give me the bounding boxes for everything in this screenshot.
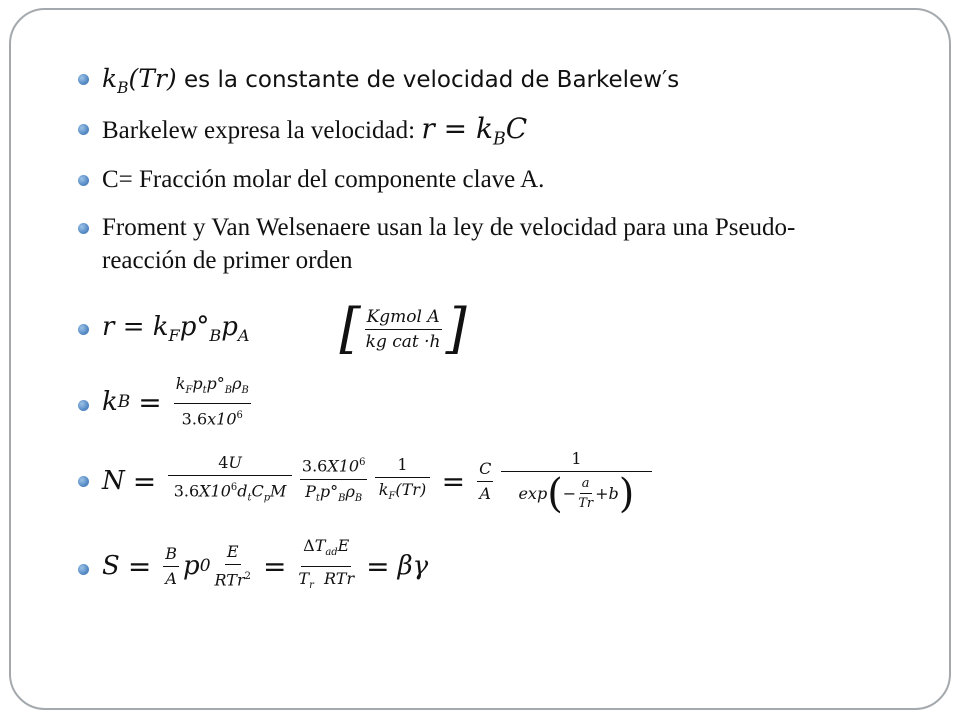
bullet-text: C= Fracción molar del componente clave A. — [102, 166, 545, 193]
equation-s: S = $\frac{B}{A}$ p 0 $\frac{E}{RTr^2}$ = $\frac{\Delta T_{ad}E}{T_r RTr}$ = βγ — [82, 534, 428, 598]
equation-kb: k B = $\frac{k_Fp_tp^\circ_B\rho_B}{3.6x10^6}$ — [82, 370, 255, 434]
bullet-dot — [78, 324, 89, 335]
bullet-dot — [78, 476, 89, 487]
bullet-item-4 — [82, 211, 862, 277]
bullet-text: $k_B(Tr)$ es la constante de velocidad de Barkelew′s — [102, 64, 680, 97]
n-fraction-5: 1 exp ( − $\frac{a}{Tr}$ +b ) — [501, 449, 651, 514]
n-fraction-3: $\frac{1}{k_F(Tr)}$ — [375, 455, 429, 507]
bullet-item-1 — [82, 62, 679, 105]
bullet-dot — [78, 124, 89, 135]
bullet-dot — [78, 223, 89, 234]
n-fraction-2: $\frac{3.6X10^6}{P_tp^\circ_B\rho_B}$ — [300, 453, 368, 509]
kb-fraction: $\frac{k_Fp_tp^\circ_B\rho_B}{3.6x10^6}$ — [175, 374, 249, 429]
s-result: βγ — [397, 551, 429, 581]
n-fraction-1: $\frac{4U}{3.6X10^6d_tC_pM}$ — [168, 453, 292, 509]
s-fraction-1: $\frac{B}{A}$ — [165, 543, 178, 588]
n-fraction-4: $\frac{C}{A}$ — [479, 458, 492, 503]
s-fraction-2: $\frac{E}{RTr^2}$ — [214, 541, 251, 590]
equation-n: N = $\frac{4U}{3.6X10^6d_tC_pM}$ $\frac{3.6X10^6}{P_tp^\circ_B\rho_B}$ $\frac{1}{k_F(Tr)}$ = $\frac{C}{A}$ 1 exp ( − $\frac{a}{Tr}$ +b ) — [82, 446, 656, 516]
bullet-text: Froment y Van Welsenaere usan la ley de velocidad para una Pseudo-reacción de primer orden — [102, 214, 796, 274]
units-fraction: $\frac{\text{Kgmol A}}{\text{kg cat ·h}}$ — [365, 306, 441, 352]
bullet-dot — [78, 175, 89, 186]
kb-symbol: $k_B(Tr)$ — [102, 64, 177, 97]
equation-rate: $r = k_Fp^\circ_Bp_A$ [ $\frac{\text{Kgmol A}}{\text{kg cat ·h}}$ ] — [82, 300, 467, 358]
bullet-item-2 — [82, 112, 527, 157]
bullet-item-3 — [82, 163, 544, 196]
bullet-dot — [78, 400, 89, 411]
bullet-text: Barkelew expresa la velocidad: $r = k_BC$ — [102, 112, 528, 150]
bullet-dot — [78, 74, 89, 85]
bullet-dot — [78, 564, 89, 575]
eq1-lhs: $r = k_Fp^\circ_Bp_A$ — [102, 312, 250, 346]
s-fraction-3: $\frac{\Delta T_{ad}E}{T_r RTr}$ — [298, 536, 355, 591]
